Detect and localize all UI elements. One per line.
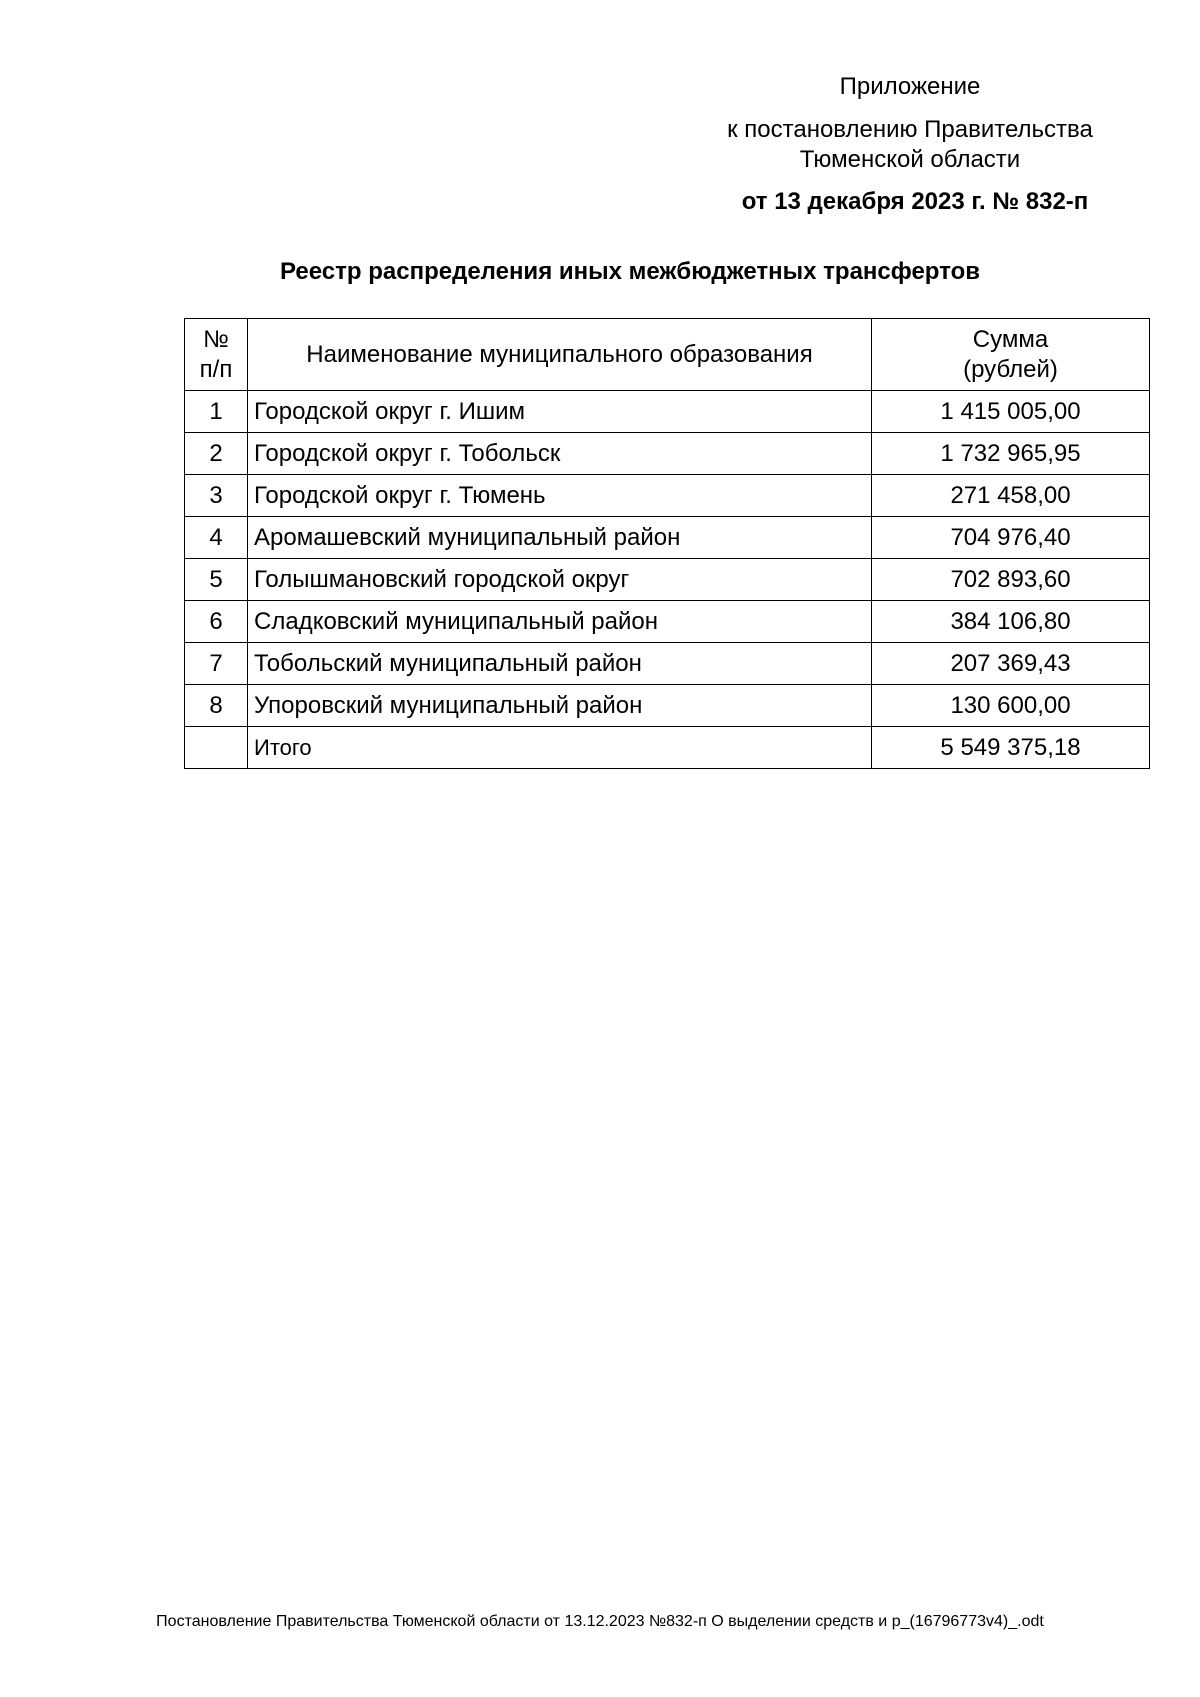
row-num: 3 <box>185 475 248 517</box>
header-name: Наименование муниципального образования <box>248 319 872 391</box>
registry-title: Реестр распределения иных межбюджетных трансфертов <box>280 258 980 285</box>
row-sum: 1 732 965,95 <box>872 433 1150 475</box>
registry-table <box>184 318 1150 769</box>
row-num: 8 <box>185 685 248 727</box>
table-row <box>185 391 1150 433</box>
header-sum-line1: Сумма <box>972 325 1049 353</box>
total-num-empty <box>185 727 248 769</box>
row-name: Аромашевский муниципальный район <box>248 517 872 559</box>
header-sum-line2: (рублей) <box>963 355 1058 383</box>
header-sum <box>872 319 1150 391</box>
table-row <box>185 433 1150 475</box>
header-num <box>185 319 248 391</box>
row-num: 7 <box>185 643 248 685</box>
row-num: 6 <box>185 601 248 643</box>
appendix-line-2: Тюменской области <box>799 146 1021 173</box>
row-sum: 1 415 005,00 <box>872 391 1150 433</box>
row-name: Голышмановский городской округ <box>248 559 872 601</box>
row-num: 2 <box>185 433 248 475</box>
table-header-row <box>185 319 1150 391</box>
row-sum: 271 458,00 <box>872 475 1150 517</box>
table-row <box>185 517 1150 559</box>
row-sum: 384 106,80 <box>872 601 1150 643</box>
row-name: Городской округ г. Тюмень <box>248 475 872 517</box>
row-num: 1 <box>185 391 248 433</box>
row-sum: 702 893,60 <box>872 559 1150 601</box>
row-num: 5 <box>185 559 248 601</box>
table-row <box>185 601 1150 643</box>
table-row <box>185 643 1150 685</box>
header-num-line1: № <box>203 325 229 353</box>
document-footer: Постановление Правительства Тюменской области от 13.12.2023 №832-п О выделении средств и р_(16796773v4)_.odt <box>156 1613 1044 1630</box>
header-num-line2: п/п <box>199 355 233 383</box>
appendix-date: от 13 декабря 2023 г. № 832-п <box>741 188 1089 215</box>
appendix-title: Приложение <box>839 73 981 100</box>
total-sum: 5 549 375,18 <box>872 727 1150 769</box>
table-row <box>185 475 1150 517</box>
row-name: Сладковский муниципальный район <box>248 601 872 643</box>
row-sum: 207 369,43 <box>872 643 1150 685</box>
row-sum: 130 600,00 <box>872 685 1150 727</box>
row-name: Упоровский муниципальный район <box>248 685 872 727</box>
table-row <box>185 685 1150 727</box>
row-num: 4 <box>185 517 248 559</box>
appendix-line-1: к постановлению Правительства <box>727 116 1093 143</box>
table-total-row <box>185 727 1150 769</box>
row-name: Тобольский муниципальный район <box>248 643 872 685</box>
row-name: Городской округ г. Ишим <box>248 391 872 433</box>
table-row <box>185 559 1150 601</box>
row-sum: 704 976,40 <box>872 517 1150 559</box>
row-name: Городской округ г. Тобольск <box>248 433 872 475</box>
total-label: Итого <box>248 727 872 769</box>
